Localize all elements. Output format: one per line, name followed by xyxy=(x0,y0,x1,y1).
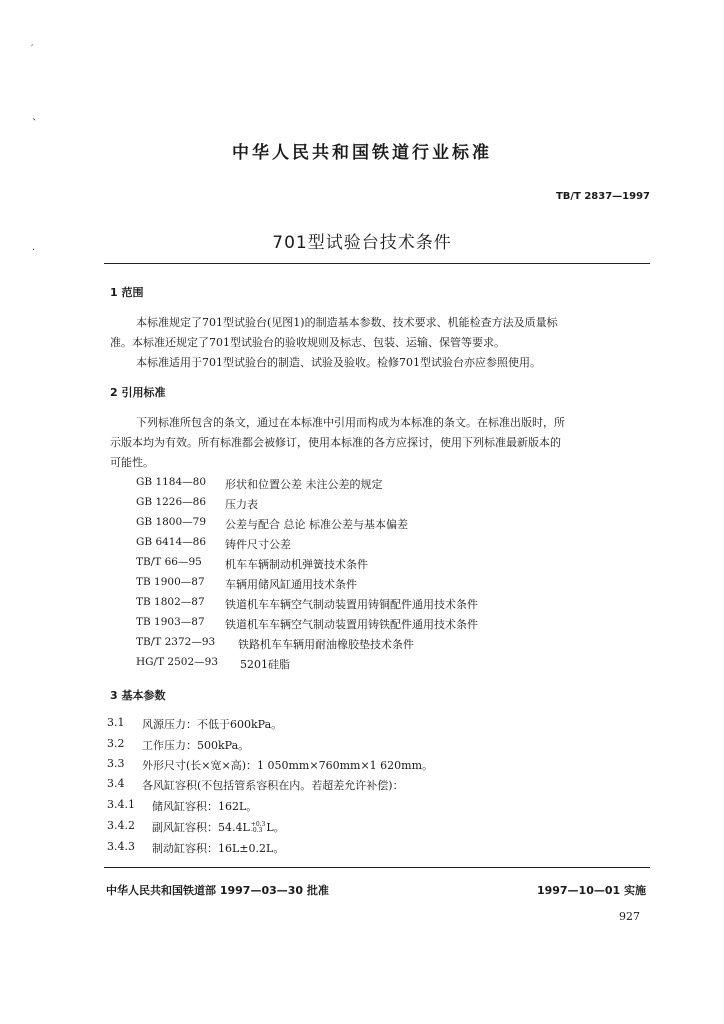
paragraph-line: 示版本均为有效。所有标准都会被修订，使用本标准的各方应探讨，使用下列标准最新版本的 xyxy=(110,436,561,449)
reference-title: 形状和位置公差 未注公差的规定 xyxy=(225,478,383,491)
clause-number: 3.2 xyxy=(107,737,125,750)
section-heading-references: 2 引用标准 xyxy=(110,386,166,399)
clause-text: 工作压力：500kPa。 xyxy=(142,739,250,752)
reference-title: 压力表 xyxy=(225,498,258,511)
section-heading-scope: 1 范围 xyxy=(110,286,144,299)
reference-code: TB/T 2372—93 xyxy=(136,636,216,648)
reference-code: TB 1903—87 xyxy=(136,616,205,628)
reference-code: GB 6414—86 xyxy=(136,536,207,548)
implementation-date: 1997—10—01 实施 xyxy=(536,884,646,897)
clause-number: 3.1 xyxy=(107,716,125,729)
paragraph-line: 准。本标准还规定了701型试验台的验收规则及标志、包装、运输、保管等要求。 xyxy=(110,336,505,349)
clause-number: 3.3 xyxy=(107,757,125,770)
reference-code: TB 1802—87 xyxy=(136,596,205,608)
standard-category-title: 中华人民共和国铁道行业标准 xyxy=(232,143,492,163)
clause-text: 副风缸容积：54.4L +0.3 -0.3 L。 xyxy=(152,821,285,834)
paragraph-line: 可能性。 xyxy=(110,456,154,469)
clause-text: 各风缸容积(不包括管系容积在内。若超差允许补偿)： xyxy=(142,779,404,792)
top-divider xyxy=(104,263,650,264)
page-number: 927 xyxy=(619,910,640,923)
document-title: 701型试验台技术条件 xyxy=(272,233,452,253)
standard-code: TB/T 2837—1997 xyxy=(555,191,650,202)
tolerance-lower: -0.3 xyxy=(250,827,263,834)
reference-title: 公差与配合 总论 标准公差与基本偏差 xyxy=(225,518,408,531)
clause-text: 制动缸容积：16L±0.2L。 xyxy=(152,842,285,855)
clause-number: 3.4 xyxy=(107,777,125,790)
scan-mark: ′ xyxy=(31,44,34,55)
paragraph-line: 下列标准所包含的条文，通过在本标准中引用而构成为本标准的条文。在标准出版时，所 xyxy=(136,416,565,429)
reference-title: 机车车辆制动机弹簧技术条件 xyxy=(225,558,368,571)
clause-text: 外形尺寸(长×宽×高)：1 050mm×760mm×1 620mm。 xyxy=(142,759,434,772)
reference-title: 车辆用储风缸通用技术条件 xyxy=(225,578,357,591)
reference-title: 铁道机车车辆空气制动装置用铸铜配件通用技术条件 xyxy=(225,598,478,611)
clause-text: 风源压力：不低于600kPa。 xyxy=(142,718,283,731)
tolerance-upper: +0.3 xyxy=(250,821,266,828)
approval-line: 中华人民共和国铁道部 1997—03—30 批准 xyxy=(106,884,329,897)
reference-code: TB/T 66—95 xyxy=(136,556,202,568)
section-heading-basic-parameters: 3 基本参数 xyxy=(110,689,166,702)
reference-code: TB 1900—87 xyxy=(136,576,205,588)
clause-number: 3.4.2 xyxy=(107,819,135,832)
scan-mark: · xyxy=(32,245,36,256)
reference-code: GB 1184—80 xyxy=(136,476,207,488)
reference-code: GB 1800—79 xyxy=(136,516,207,528)
paragraph-line: 本标准适用于701型试验台的制造、试验及验收。检修701型试验台亦应参照使用。 xyxy=(136,356,541,369)
reference-code: GB 1226—86 xyxy=(136,496,207,508)
reference-title: 铁路机车车辆用耐油橡胶垫技术条件 xyxy=(238,638,414,651)
reference-code: HG/T 2502—93 xyxy=(136,656,219,668)
paragraph-line: 本标准规定了701型试验台(见图1)的制造基本参数、技术要求、机能检查方法及质量标 xyxy=(136,316,558,329)
scan-mark: ˎ xyxy=(32,107,37,122)
bottom-divider xyxy=(104,867,650,868)
reference-title: 铸件尺寸公差 xyxy=(225,538,291,551)
reference-title: 铁道机车车辆空气制动装置用铸铁配件通用技术条件 xyxy=(225,618,478,631)
clause-number: 3.4.3 xyxy=(107,840,135,853)
reference-title: 5201硅脂 xyxy=(240,658,290,671)
clause-number: 3.4.1 xyxy=(107,798,135,811)
clause-text: 储风缸容积：162L。 xyxy=(152,800,258,813)
